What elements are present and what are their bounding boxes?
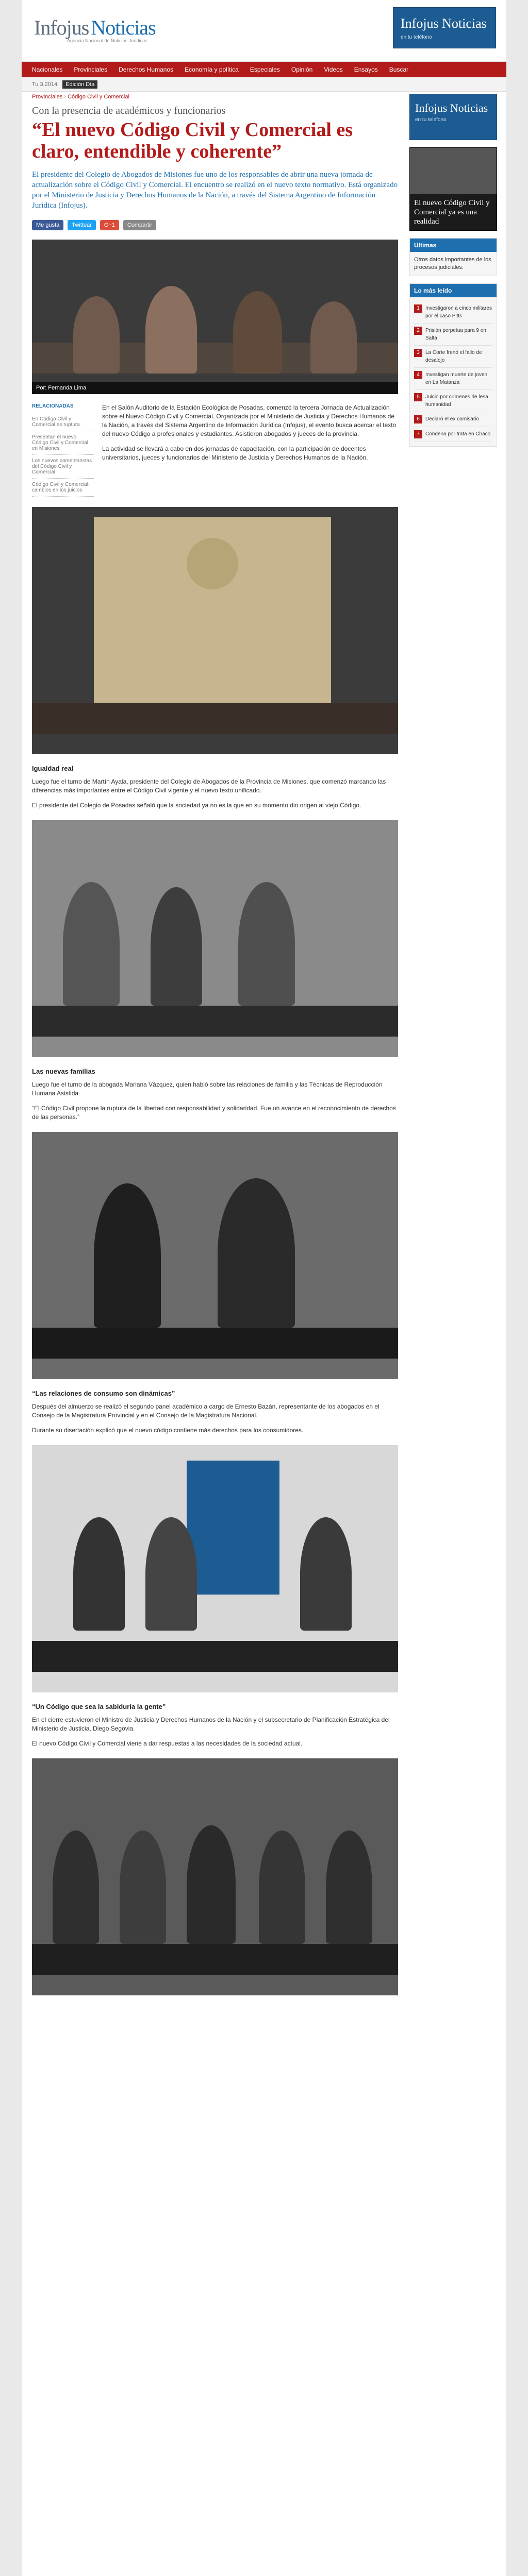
- nav-item-provinciales[interactable]: Provinciales: [74, 66, 108, 73]
- nav-item-especiales[interactable]: Especiales: [250, 66, 280, 73]
- logo-infojus: Infojus: [34, 16, 89, 39]
- most-read-item[interactable]: 4 Investigan muerte de joven en La Matanza: [414, 368, 492, 390]
- article-photo-3: [32, 820, 398, 1057]
- breadcrumb: Provinciales › Código Civil y Comercial: [32, 94, 129, 100]
- section-heading: “Las relaciones de consumo son dinámicas”: [32, 1389, 175, 1397]
- most-read-item[interactable]: 6 Declaró el ex comisario: [414, 412, 492, 427]
- nav-item-buscar[interactable]: Buscar: [389, 66, 409, 73]
- most-read-item[interactable]: 1 Investigaron a cinco militares por el caso Pitts: [414, 301, 492, 324]
- paragraph: Luego fue el turno de Martín Ayala, presidente del Colegio de Abogados de la Provincia de Misiones, que comenzó marcando las diferencias más importantes entre el Código Civil vigente y el nuevo texto unificado.: [32, 778, 386, 794]
- most-read-list: [410, 297, 497, 446]
- most-read-item[interactable]: 7 Condena por trata en Chaco: [414, 427, 492, 442]
- most-read-item[interactable]: 5 Juicio por crímenes de lesa humanidad: [414, 390, 492, 412]
- facebook-like-button[interactable]: Me gusta: [32, 220, 63, 230]
- article-title: “El nuevo Código Civil y Comercial es claro, entendible y coherente”: [32, 119, 353, 162]
- sidebar-feature-title: El nuevo Código Civil y Comercial ya es una realidad: [414, 199, 490, 226]
- nav-item-videos[interactable]: Videos: [324, 66, 343, 73]
- nav-item-opinion[interactable]: Opinión: [291, 66, 313, 73]
- article-photo-6: [32, 1758, 398, 1995]
- sidebar-ad-title: Infojus Noticias: [415, 101, 488, 114]
- related-link[interactable]: Código Civil y Comercial: cambios en los juicios: [32, 479, 94, 497]
- most-read-item[interactable]: 3 La Corte frenó el fallo de desalojo: [414, 346, 492, 368]
- main-nav: [22, 62, 506, 77]
- share-bar: [32, 220, 398, 230]
- article-lead: El presidente del Colegio de Abogados de Misiones fue uno de los responsables de abrir una nueva jornada de actualización sobre el Código Civil y Comercial. El encuentro se realizó en el nuevo texto normativo. Está organizado por el Ministerio de Justicia y Derechos Humanos de la Nación, a través del Sistema Argentino de Información Jurídica (Infojus).: [32, 171, 398, 210]
- nav-item-derechos-humanos[interactable]: Derechos Humanos: [119, 66, 174, 73]
- paragraph: En el cierre estuvieron el Ministro de Justicia y Derechos Humanos de la Nación y el subsecretario de Planificación Estratégica del Ministerio de Justicia, Diego Segovia.: [32, 1716, 390, 1732]
- related-links-box: [32, 403, 94, 497]
- paragraph: “El Código Civil propone la ruptura de la libertad con responsabilidad y solidaridad. Fue un avance en el reconocimiento de derechos de las personas.”: [32, 1105, 396, 1121]
- header-ad-banner[interactable]: [393, 7, 496, 48]
- article-column: [32, 94, 398, 2006]
- paragraph: El presidente del Colegio de Posadas señaló que la sociedad ya no es la que en su momento dio origen al viejo Código.: [32, 802, 361, 809]
- logo-noticias: Noticias: [91, 16, 156, 39]
- sidebar-feature[interactable]: [409, 147, 497, 231]
- sidebar-latest-title: Ultimas: [410, 239, 497, 252]
- article-photo-4: [32, 1132, 398, 1379]
- nav-item-ensayos[interactable]: Ensayos: [354, 66, 378, 73]
- share-button[interactable]: Compartir: [123, 220, 156, 230]
- paragraph: Durante su disertación explicó que el nuevo código contiene más derechos para los consumidores.: [32, 1427, 304, 1434]
- nav-item-economia[interactable]: Economía y política: [185, 66, 239, 73]
- paragraph: Después del almuerzo se realizó el segundo panel académico a cargo de Ernesto Bazán, representante de los abogados en el Consejo de la Magistratura Provincial y en el Consejo de la Magistratura Nacional.: [32, 1403, 380, 1419]
- article-photo-1: [32, 240, 398, 394]
- breadcrumb-section[interactable]: Provinciales: [32, 94, 63, 100]
- article-body: [32, 403, 398, 1995]
- edition-date: Tu 3.2014: [32, 81, 58, 88]
- site-wrapper: [22, 0, 506, 2576]
- sidebar-ad-subtitle: en tu teléfono: [415, 117, 447, 123]
- logo-tagline: Agencia Nacional de Noticias Jurídicas: [67, 38, 147, 43]
- nav-item-nacionales[interactable]: Nacionales: [32, 66, 63, 73]
- section-heading: Igualdad real: [32, 765, 74, 772]
- sidebar-latest-text[interactable]: Otros datos importantes de los procesos judiciales.: [414, 257, 491, 270]
- sidebar-latest: [409, 238, 497, 276]
- related-link[interactable]: Los nuevos comentaristas del Código Civil y Comercial: [32, 455, 94, 479]
- site-logo[interactable]: [34, 15, 156, 43]
- related-link[interactable]: En Código Civil y Comercial es ruptura: [32, 413, 94, 431]
- article-photo-2: [32, 507, 398, 754]
- sub-bar: [22, 77, 506, 92]
- article-kicker: Con la presencia de académicos y funcionarios: [32, 105, 226, 116]
- paragraph: El nuevo Código Civil y Comercial viene a dar respuestas a las necesidades de la sociedad actual.: [32, 1740, 303, 1747]
- sidebar-ad[interactable]: [409, 94, 497, 140]
- sidebar: [409, 94, 497, 454]
- ad-subtitle: en tu teléfono: [401, 35, 432, 40]
- tweet-button[interactable]: Twittear: [68, 220, 96, 230]
- photo-caption: Por: Fernanda Lima: [32, 382, 398, 394]
- most-read-item[interactable]: 2 Prisión perpetua para 9 en Salta: [414, 324, 492, 346]
- paragraph: Luego fue el turno de la abogada Mariana Vázquez, quien habló sobre las relaciones de familia y las Técnicas de Reproducción Humana Asistida.: [32, 1081, 383, 1097]
- breadcrumb-topic[interactable]: Código Civil y Comercial: [68, 94, 129, 100]
- edition-badge: Edición Día: [62, 80, 97, 89]
- ad-title: Infojus Noticias: [401, 16, 487, 31]
- paragraph: En el Salón Auditorio de la Estación Ecológica de Posadas, comenzó la tercera Jornada de Actualización sobre el Nuevo Código Civil y Comercial. Organizada por el Ministerio de Justicia y Derechos Humanos de la Nación, a través del Sistema Argentino de Información Jurídica (Infojus), el evento busca acercar el texto del nuevo Código a profesionales y estudiantes. Asistieron abogados y jueces de la provincia.: [102, 404, 397, 437]
- section-heading: Las nuevas familias: [32, 1067, 95, 1075]
- sidebar-most-read-title: Lo más leído: [410, 284, 497, 297]
- paragraph: La actividad se llevará a cabo en dos jornadas de capacitación, con la participación de docentes universitarios, jueces y funcionarios del Ministerio de Justicia y Derechos Humanos de la Nación.: [102, 445, 368, 461]
- article-photo-5: [32, 1445, 398, 1692]
- google-plus-button[interactable]: G+1: [100, 220, 119, 230]
- section-heading: “Un Código que sea la sabiduría la gente”: [32, 1703, 166, 1710]
- sidebar-most-read: [409, 283, 497, 447]
- related-link[interactable]: Presentan el nuevo Código Civil y Comercial en Misiones: [32, 431, 94, 455]
- site-header: [22, 0, 506, 62]
- related-links-title: RELACIONADAS: [32, 403, 74, 409]
